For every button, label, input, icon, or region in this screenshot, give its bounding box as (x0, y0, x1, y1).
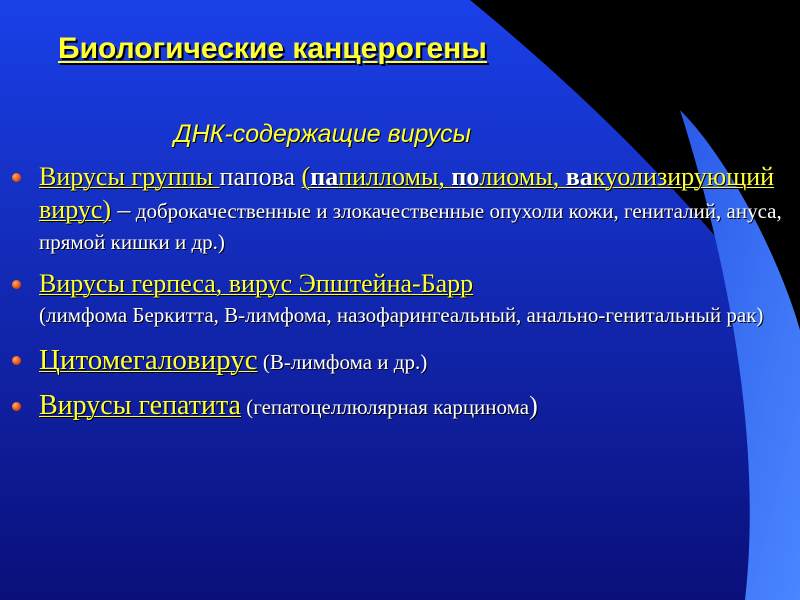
bullet-dot-icon (12, 356, 21, 365)
bullet-text-bold: ва (565, 162, 593, 191)
bullet-list (12, 160, 782, 425)
slide-title: Биологические канцерогены (58, 32, 487, 65)
bullet-text-bold: па (310, 162, 339, 191)
bullet-text: лиомы (479, 162, 553, 191)
bullet-text: ) (529, 391, 538, 420)
bullet-text: , (552, 162, 566, 191)
bullet-heading: Вирусы герпеса, вирус Эпштейна-Барр (39, 269, 474, 298)
bullet-text: папова (219, 162, 302, 191)
bullet-text: пилломы (338, 162, 439, 191)
bullet-heading: Вирусы группы (39, 162, 220, 191)
bullet-description: (гепатоцеллюлярная карцинома (241, 395, 530, 419)
bullet-dot-icon (12, 402, 21, 411)
slide-subtitle: ДНК-содержащие вирусы (174, 120, 472, 148)
bullet-item-cmv (12, 341, 782, 379)
bullet-heading: Вирусы гепатита (39, 390, 241, 421)
bullet-item-herpes (12, 267, 782, 331)
bullet-heading: Цитомегаловирус (39, 344, 258, 376)
bullet-description: (лимфома Беркитта, В-лимфома, назофарингеальный, анально-генитальный рак) (39, 303, 764, 327)
bullet-text: – (111, 195, 131, 224)
bullet-text: куолизирующий вирус) (39, 162, 775, 224)
bullet-text: , (438, 162, 452, 191)
bullet-item-hepatitis (12, 387, 782, 425)
bullet-text-bold: по (451, 162, 480, 191)
bullet-description: доброкачественные и злокачественные опухоли кожи, гениталий, ануса, прямой кишки и др.) (39, 199, 782, 254)
bullet-item-papova (12, 160, 782, 258)
bullet-description: (В-лимфома и др.) (257, 350, 428, 374)
bullet-dot-icon (12, 280, 21, 289)
bullet-text: ( (301, 162, 311, 191)
bullet-dot-icon (12, 173, 21, 182)
